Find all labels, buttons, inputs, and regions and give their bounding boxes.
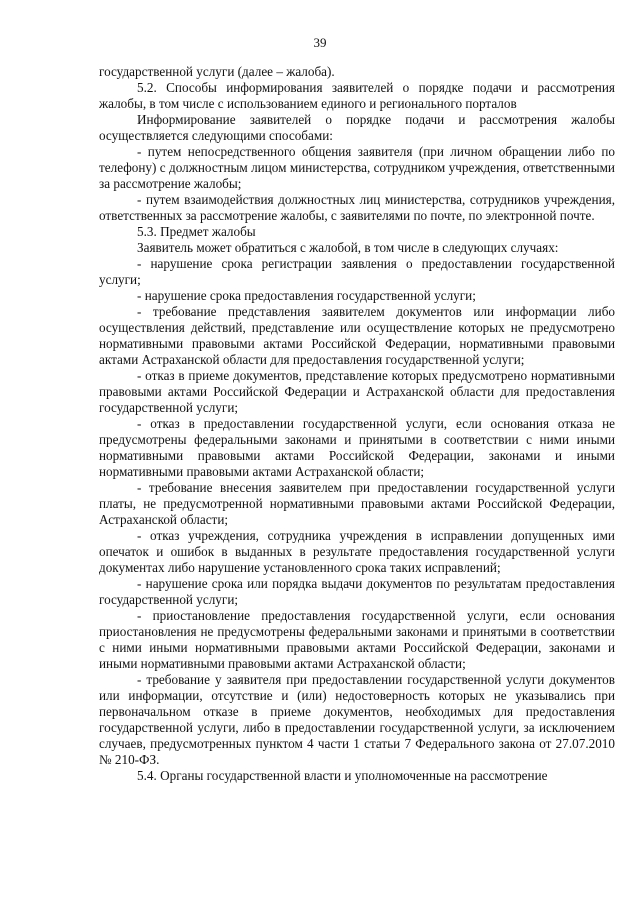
paragraph: - путем взаимодействия должностных лиц министерства, сотрудников учреждения, ответственных за рассмотрение жалобы, с заявителями по почте, по электронной почте.	[99, 192, 615, 223]
paragraph: - нарушение срока регистрации заявления о предоставлении государственной услуги;	[99, 256, 615, 287]
paragraph: - требование представления заявителем документов или информации либо осуществления действий, представление или осуществление которых не предусмотрено нормативными правовыми актами Российской Федерации, нормативными правовыми актами Астраханской области для предоставления государственной услуги;	[99, 304, 615, 367]
paragraph: - нарушение срока предоставления государственной услуги;	[137, 288, 476, 303]
paragraph: - требование у заявителя при предоставлении государственной услуги документов или информации, отсутствие и (или) недостоверность которых не указывались при первоначальном отказе в приеме документов, необходимых для предоставления государственной услуги, либо в предоставлении государственной услуги, за исключением случаев, предусмотренных пунктом 4 части 1 статьи 7 Федерального закона от 27.07.2010 № 210-ФЗ.	[99, 672, 615, 767]
paragraph: 5.2. Способы информирования заявителей о порядке подачи и рассмотрения жалобы, в том числе с использованием единого и регионального порталов	[99, 80, 615, 111]
paragraph: - отказ учреждения, сотрудника учреждения в исправлении допущенных ими опечаток и ошибок в выданных в результате предоставления государственной услуги документах либо нарушение установленного срока таких исправлений;	[99, 528, 615, 575]
paragraph: - требование внесения заявителем при предоставлении государственной услуги платы, не предусмотренной нормативными правовыми актами Российской Федерации, Астраханской области;	[99, 480, 615, 527]
paragraph: - отказ в предоставлении государственной услуги, если основания отказа не предусмотрены федеральными законами и принятыми в соответствии с ними иными нормативными правовыми актами Российской Федерации, законами и иными нормативными правовыми актами Астраханской области;	[99, 416, 615, 479]
paragraph: - нарушение срока или порядка выдачи документов по результатам предоставления государственной услуги;	[99, 576, 615, 607]
paragraph: Заявитель может обратиться с жалобой, в том числе в следующих случаях:	[137, 240, 559, 255]
paragraph: - отказ в приеме документов, представление которых предусмотрено нормативными правовыми актами Российской Федерации и Астраханской области для предоставления государственной услуги;	[99, 368, 615, 415]
document-body	[99, 64, 615, 784]
paragraph: - приостановление предоставления государственной услуги, если основания приостановления не предусмотрены федеральными законами и принятыми в соответствии с ними иными нормативными правовыми актами Российской Федерации, законами и иными нормативными правовыми актами Астраханской области;	[99, 608, 615, 671]
paragraph: 5.4. Органы государственной власти и уполномоченные на рассмотрение	[137, 768, 548, 783]
paragraph: 5.3. Предмет жалобы	[137, 224, 256, 239]
paragraph: Информирование заявителей о порядке подачи и рассмотрения жалобы осуществляется следующими способами:	[99, 112, 615, 143]
paragraph: государственной услуги (далее – жалоба).	[99, 64, 335, 79]
paragraph: - путем непосредственного общения заявителя (при личном обращении либо по телефону) с должностным лицом министерства, сотрудником учреждения, ответственными за рассмотрение жалобы;	[99, 144, 615, 191]
page-number: 39	[313, 35, 327, 50]
